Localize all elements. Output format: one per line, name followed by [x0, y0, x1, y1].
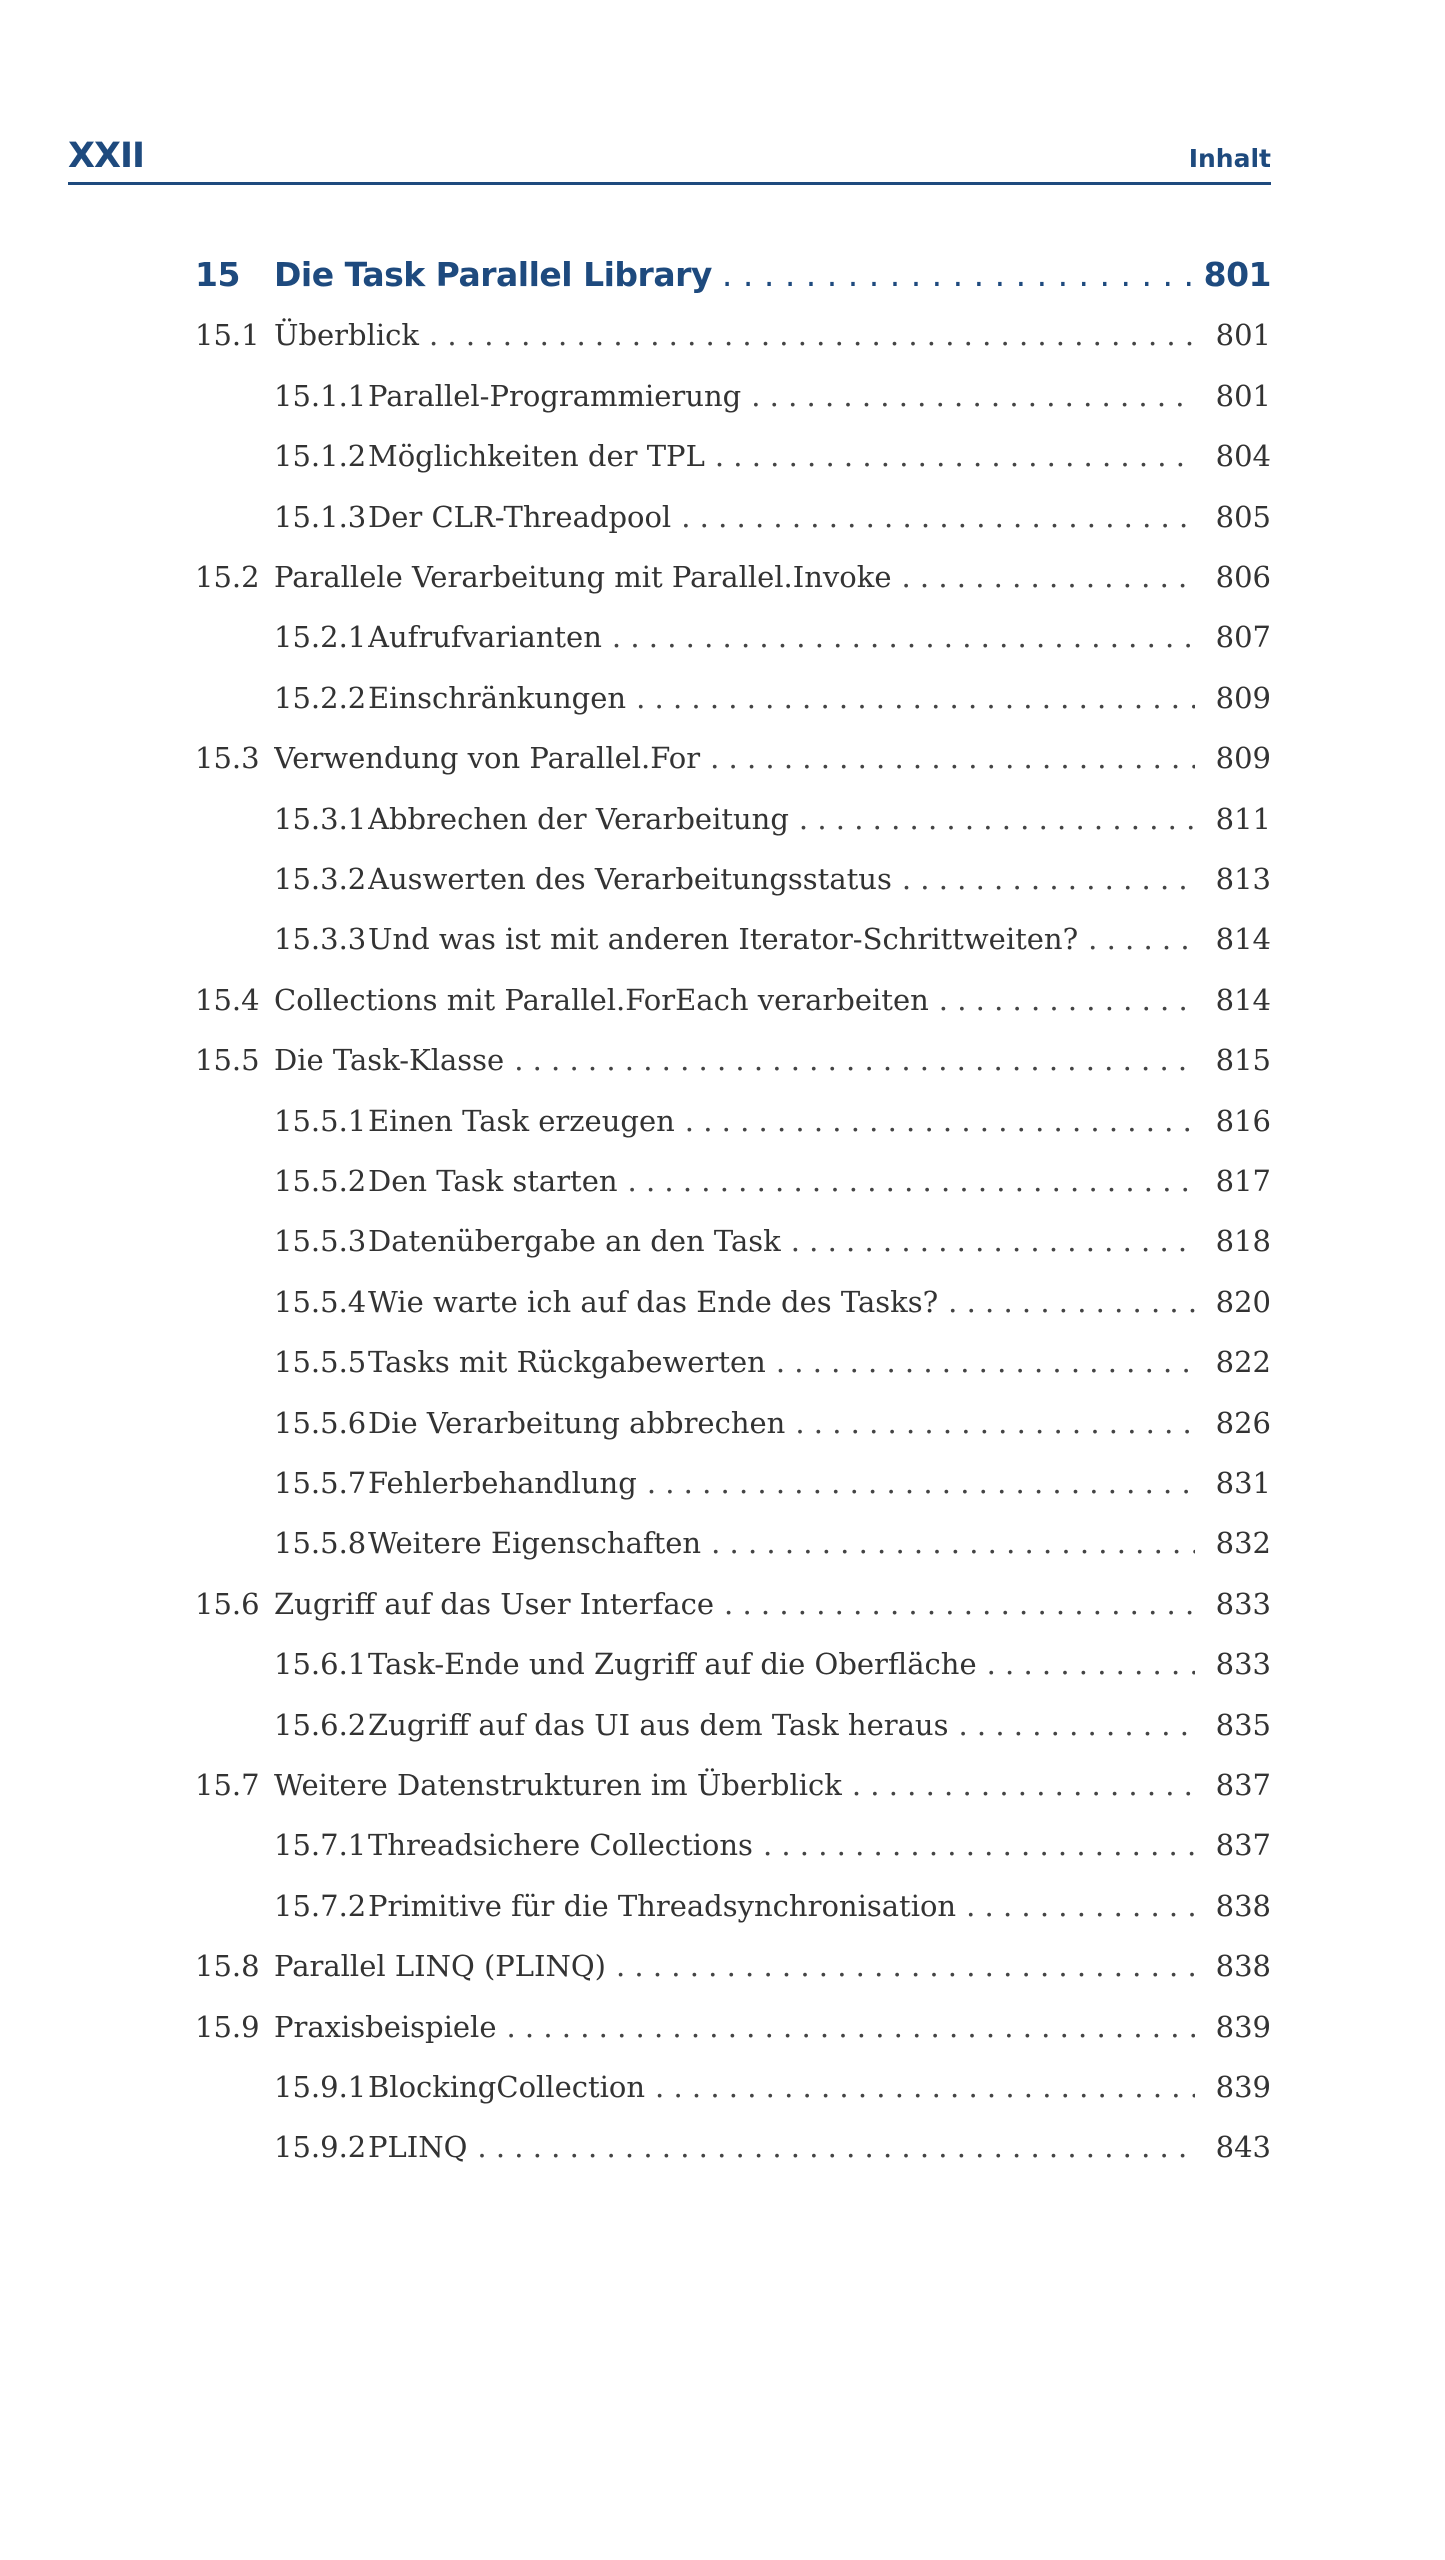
toc-entry-number: 15.2.1 — [274, 620, 367, 654]
toc-entry-15-5[interactable] — [195, 1036, 1271, 1084]
toc-entry-title-wrap — [274, 1036, 1195, 1084]
toc-entry-title-wrap — [274, 2003, 1195, 2051]
dot-leader — [612, 613, 1195, 661]
toc-entry-number: 15.9.1 — [274, 2070, 367, 2104]
toc-entry-number: 15.2 — [195, 560, 260, 594]
toc-entry-title: Primitive für die Threadsynchronisation — [368, 1889, 957, 1923]
toc-entry-page: 801 — [1203, 255, 1271, 294]
toc-entry-page: 835 — [1215, 1708, 1271, 1742]
toc-entry-title: Tasks mit Rückgabewerten — [368, 1345, 766, 1379]
dot-leader — [901, 553, 1195, 601]
toc-entry-15-5-8[interactable] — [195, 1519, 1271, 1567]
toc-entry-title: Die Task-Klasse — [274, 1043, 505, 1077]
toc-entry-number: 15.7 — [195, 1768, 260, 1802]
dot-leader — [616, 1942, 1195, 1990]
dot-leader — [852, 1761, 1195, 1809]
toc-entry-page: 801 — [1215, 379, 1271, 413]
toc-entry-title-wrap — [368, 915, 1195, 963]
dot-leader — [647, 1459, 1195, 1507]
toc-entry-title-wrap — [368, 674, 1195, 722]
dot-leader — [710, 734, 1195, 782]
toc-entry-number: 15.5.6 — [274, 1406, 367, 1440]
toc-entry-title-wrap — [368, 795, 1195, 843]
dot-leader — [948, 1278, 1195, 1326]
toc-entry-15-8[interactable] — [195, 1942, 1271, 1990]
dot-leader — [1088, 915, 1195, 963]
toc-entry-title-wrap — [368, 613, 1195, 661]
dot-leader — [715, 432, 1195, 480]
dot-leader — [429, 311, 1195, 359]
toc-entry-title-wrap — [274, 553, 1195, 601]
dot-leader — [636, 674, 1195, 722]
toc-entry-title: Wie warte ich auf das Ende des Tasks? — [368, 1285, 939, 1319]
dot-leader — [628, 1157, 1195, 1205]
dot-leader — [507, 2003, 1196, 2051]
toc-entry-title: Einschränkungen — [368, 681, 627, 715]
toc-entry-number: 15.5 — [195, 1043, 260, 1077]
dot-leader — [711, 1519, 1195, 1567]
toc-entry-title: Überblick — [274, 318, 419, 352]
dot-leader — [958, 1701, 1195, 1749]
toc-entry-page: 806 — [1215, 560, 1271, 594]
toc-entry-15-7-2[interactable] — [195, 1882, 1271, 1930]
toc-entry-title: Weitere Datenstrukturen im Überblick — [274, 1768, 842, 1802]
toc-entry-number: 15.2.2 — [274, 681, 367, 715]
toc-entry-number: 15.5.5 — [274, 1345, 367, 1379]
toc-entry-title-wrap — [368, 1459, 1195, 1507]
toc-entry-page: 826 — [1215, 1406, 1271, 1440]
toc-entry-page: 816 — [1215, 1104, 1271, 1138]
dot-leader — [722, 251, 1195, 299]
dot-leader — [776, 1338, 1195, 1386]
toc-entry-15-5-3[interactable] — [195, 1217, 1271, 1265]
toc-entry-title: Fehlerbehandlung — [368, 1466, 637, 1500]
toc-entry-page: 838 — [1215, 1889, 1271, 1923]
toc-entry-number: 15.6 — [195, 1587, 260, 1621]
toc-entry-number: 15.7.2 — [274, 1889, 367, 1923]
toc-entry-15[interactable] — [195, 251, 1271, 299]
toc-entry-title-wrap — [368, 1157, 1195, 1205]
toc-entry-title-wrap — [368, 432, 1195, 480]
toc-entry-title-wrap — [368, 1097, 1195, 1145]
toc-entry-number: 15.1.3 — [274, 500, 367, 534]
toc-entry-page: 833 — [1215, 1647, 1271, 1681]
toc-entry-15-9[interactable] — [195, 2003, 1271, 2051]
toc-entry-15-3[interactable] — [195, 734, 1271, 782]
toc-entry-title: Task-Ende und Zugriff auf die Oberfläche — [368, 1647, 977, 1681]
toc-entry-title: Parallel LINQ (PLINQ) — [274, 1949, 606, 1983]
toc-entry-title: Möglichkeiten der TPL — [368, 439, 705, 473]
toc-entry-title: Die Verarbeitung abbrechen — [368, 1406, 786, 1440]
toc-entry-page: 833 — [1215, 1587, 1271, 1621]
toc-entry-title-wrap — [368, 1278, 1195, 1326]
toc-entry-number: 15.4 — [195, 983, 260, 1017]
toc-entry-15-2[interactable] — [195, 553, 1271, 601]
toc-entry-15-1[interactable] — [195, 311, 1271, 359]
toc-entry-page: 837 — [1215, 1828, 1271, 1862]
toc-entry-title: Verwendung von Parallel.For — [274, 741, 701, 775]
toc-entry-15-4[interactable] — [195, 976, 1271, 1024]
toc-entry-page: 818 — [1215, 1224, 1271, 1258]
toc-entry-title-wrap — [368, 1217, 1195, 1265]
toc-entry-title-wrap — [274, 1761, 1195, 1809]
toc-entry-title: Einen Task erzeugen — [368, 1104, 675, 1138]
toc-entry-page: 822 — [1215, 1345, 1271, 1379]
toc-entry-number: 15.5.3 — [274, 1224, 367, 1258]
toc-entry-title-wrap — [368, 1821, 1195, 1869]
toc-entry-title: BlockingCollection — [368, 2070, 646, 2104]
dot-leader — [763, 1821, 1195, 1869]
toc-entry-15-5-2[interactable] — [195, 1157, 1271, 1205]
toc-entry-title: Und was ist mit anderen Iterator-Schrittweiten? — [368, 922, 1079, 956]
dot-leader — [655, 2063, 1195, 2111]
toc-entry-number: 15.6.1 — [274, 1647, 367, 1681]
toc-entry-15-7[interactable] — [195, 1761, 1271, 1809]
toc-entry-number: 15.5.2 — [274, 1164, 367, 1198]
toc-entry-15-9-2[interactable] — [195, 2123, 1271, 2171]
toc-entry-number: 15.3 — [195, 741, 260, 775]
toc-entry-page: 805 — [1215, 500, 1271, 534]
toc-entry-title: Auswerten des Verarbeitungsstatus — [368, 862, 892, 896]
toc-entry-title-wrap — [368, 493, 1195, 541]
dot-leader — [685, 1097, 1195, 1145]
toc-entry-number: 15.1 — [195, 318, 260, 352]
toc-entry-title-wrap — [368, 2123, 1195, 2171]
toc-entry-page: 814 — [1215, 922, 1271, 956]
toc-entry-page: 832 — [1215, 1526, 1271, 1560]
toc-entry-title-wrap — [368, 1640, 1195, 1688]
dot-leader — [514, 1036, 1195, 1084]
toc-entry-15-6-1[interactable] — [195, 1640, 1271, 1688]
toc-entry-title-wrap — [368, 1338, 1195, 1386]
toc-entry-15-7-1[interactable] — [195, 1821, 1271, 1869]
toc-entry-number: 15.5.1 — [274, 1104, 367, 1138]
toc-entry-number: 15.3.3 — [274, 922, 367, 956]
toc-entry-title: PLINQ — [368, 2130, 468, 2164]
toc-entry-15-6[interactable] — [195, 1580, 1271, 1628]
toc-entry-title: Der CLR-Threadpool — [368, 500, 672, 534]
toc-entry-15-5-4[interactable] — [195, 1278, 1271, 1326]
toc-entry-page: 820 — [1215, 1285, 1271, 1319]
toc-entry-title: Parallel-Programmierung — [368, 379, 742, 413]
toc-entry-title: Collections mit Parallel.ForEach verarbeiten — [274, 983, 929, 1017]
toc-entry-title: Zugriff auf das UI aus dem Task heraus — [368, 1708, 949, 1742]
toc-entry-title: Abbrechen der Verarbeitung — [368, 802, 789, 836]
toc-entry-title: Zugriff auf das User Interface — [274, 1587, 715, 1621]
toc-entry-15-2-2[interactable] — [195, 674, 1271, 722]
toc-entry-15-3-1[interactable] — [195, 795, 1271, 843]
toc-entry-number: 15.5.4 — [274, 1285, 367, 1319]
toc-entry-title: Den Task starten — [368, 1164, 618, 1198]
toc-entry-number: 15.1.1 — [274, 379, 367, 413]
toc-entry-title-wrap — [274, 311, 1195, 359]
toc-entry-15-9-1[interactable] — [195, 2063, 1271, 2111]
toc-entry-number: 15.3.1 — [274, 802, 367, 836]
toc-entry-title: Praxisbeispiele — [274, 2010, 497, 2044]
toc-entry-15-5-1[interactable] — [195, 1097, 1271, 1145]
toc-entry-title-wrap — [368, 1519, 1195, 1567]
toc-entry-15-5-5[interactable] — [195, 1338, 1271, 1386]
dot-leader — [795, 1399, 1195, 1447]
toc-entry-title-wrap — [368, 855, 1195, 903]
toc-entry-page: 807 — [1215, 620, 1271, 654]
toc-entry-title: Weitere Eigenschaften — [368, 1526, 702, 1560]
toc-entry-number: 15.3.2 — [274, 862, 367, 896]
toc-entry-page: 838 — [1215, 1949, 1271, 1983]
toc-entry-number: 15.6.2 — [274, 1708, 367, 1742]
toc-entry-number: 15.5.7 — [274, 1466, 367, 1500]
toc-entry-title: Parallele Verarbeitung mit Parallel.Invoke — [274, 560, 892, 594]
toc-entry-number: 15.9 — [195, 2010, 260, 2044]
toc-entry-title-wrap — [274, 1580, 1195, 1628]
dot-leader — [966, 1882, 1195, 1930]
toc-entry-15-3-3[interactable] — [195, 915, 1271, 963]
toc-entry-page: 814 — [1215, 983, 1271, 1017]
dot-leader — [477, 2123, 1195, 2171]
toc-entry-page: 809 — [1215, 681, 1271, 715]
toc-entry-title-wrap — [274, 1942, 1195, 1990]
toc-entry-number: 15 — [195, 255, 240, 294]
toc-entry-number: 15.7.1 — [274, 1828, 367, 1862]
running-head-section: Inhalt — [1188, 144, 1271, 173]
toc-entry-15-5-7[interactable] — [195, 1459, 1271, 1507]
toc-entry-15-5-6[interactable] — [195, 1399, 1271, 1447]
toc-entry-title-wrap — [368, 1701, 1195, 1749]
toc-entry-page: 815 — [1215, 1043, 1271, 1077]
toc-entry-title: Datenübergabe an den Task — [368, 1224, 781, 1258]
dot-leader — [799, 795, 1195, 843]
toc-entry-15-1-3[interactable] — [195, 493, 1271, 541]
toc-entry-number: 15.8 — [195, 1949, 260, 1983]
dot-leader — [987, 1640, 1195, 1688]
toc-entry-page: 817 — [1215, 1164, 1271, 1198]
toc-entry-number: 15.9.2 — [274, 2130, 367, 2164]
dot-leader — [724, 1580, 1195, 1628]
toc-entry-title-wrap — [368, 1399, 1195, 1447]
toc-entry-15-3-2[interactable] — [195, 855, 1271, 903]
toc-entry-title-wrap — [274, 251, 1195, 299]
toc-entry-page: 811 — [1215, 802, 1271, 836]
dot-leader — [939, 976, 1195, 1024]
toc-entry-title-wrap — [368, 1882, 1195, 1930]
toc-entry-15-1-2[interactable] — [195, 432, 1271, 480]
toc-entry-15-6-2[interactable] — [195, 1701, 1271, 1749]
toc-entry-page: 843 — [1215, 2130, 1271, 2164]
dot-leader — [791, 1217, 1195, 1265]
toc-entry-page: 804 — [1215, 439, 1271, 473]
dot-leader — [751, 372, 1195, 420]
toc-entry-page: 837 — [1215, 1768, 1271, 1802]
toc-entry-title-wrap — [368, 2063, 1195, 2111]
dot-leader — [902, 855, 1195, 903]
toc-entry-title-wrap — [274, 734, 1195, 782]
toc-entry-title: Aufrufvarianten — [368, 620, 602, 654]
toc-entry-page: 801 — [1215, 318, 1271, 352]
toc-entry-title: Threadsichere Collections — [368, 1828, 753, 1862]
toc-entry-number: 15.5.8 — [274, 1526, 367, 1560]
toc-entry-15-2-1[interactable] — [195, 613, 1271, 661]
page-number: XXII — [68, 136, 145, 176]
toc-entry-title: Die Task Parallel Library — [274, 255, 712, 294]
toc-entry-page: 839 — [1215, 2070, 1271, 2104]
toc-entry-page: 813 — [1215, 862, 1271, 896]
toc-entry-page: 831 — [1215, 1466, 1271, 1500]
toc-entry-title-wrap — [274, 976, 1195, 1024]
toc-entry-15-1-1[interactable] — [195, 372, 1271, 420]
toc-entry-page: 809 — [1215, 741, 1271, 775]
toc-entry-title-wrap — [368, 372, 1195, 420]
dot-leader — [681, 493, 1195, 541]
toc-entry-number: 15.1.2 — [274, 439, 367, 473]
toc-entry-page: 839 — [1215, 2010, 1271, 2044]
